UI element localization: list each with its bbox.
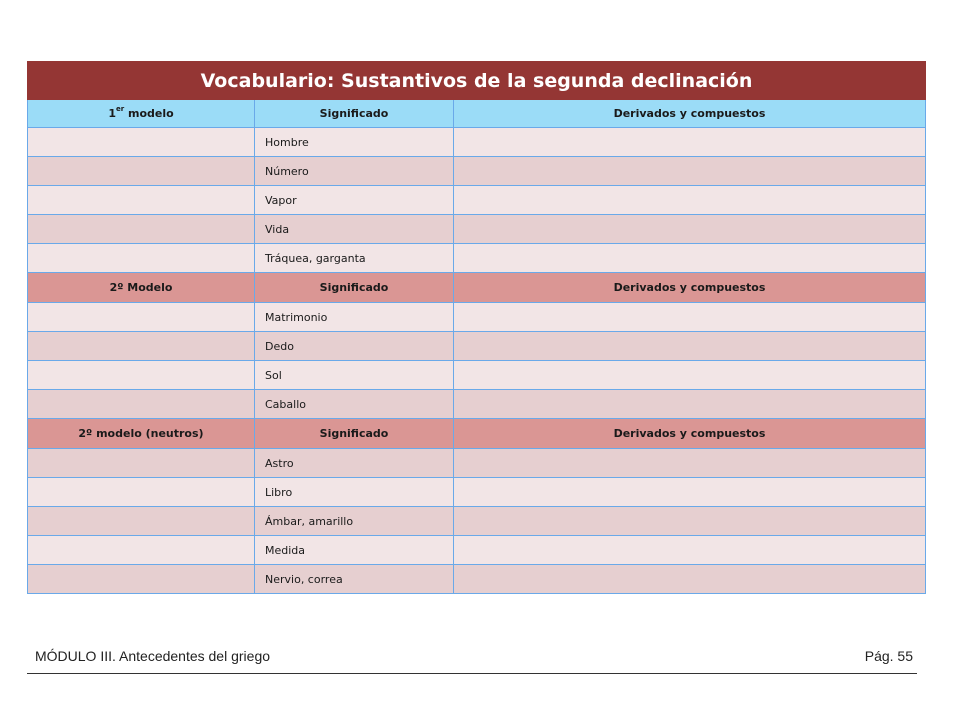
greek-word-cell[interactable] bbox=[28, 361, 255, 390]
greek-word-cell[interactable] bbox=[28, 157, 255, 186]
derived-cell[interactable] bbox=[454, 361, 926, 390]
meaning-cell: Matrimonio bbox=[255, 303, 454, 332]
table-row bbox=[28, 186, 926, 215]
table-row bbox=[28, 390, 926, 419]
greek-word-cell[interactable] bbox=[28, 244, 255, 273]
greek-word-cell[interactable] bbox=[28, 215, 255, 244]
greek-word-cell[interactable] bbox=[28, 449, 255, 478]
greek-word-cell[interactable] bbox=[28, 390, 255, 419]
section-3-meaning-header: Significado bbox=[255, 419, 454, 449]
meaning-cell: Hombre bbox=[255, 128, 454, 157]
table-row bbox=[28, 449, 926, 478]
section-1-model-header bbox=[28, 100, 255, 128]
greek-word-cell[interactable] bbox=[28, 186, 255, 215]
meaning-cell: Medida bbox=[255, 536, 454, 565]
greek-word-cell[interactable] bbox=[28, 536, 255, 565]
section-1-derived-header: Derivados y compuestos bbox=[454, 100, 926, 128]
meaning-cell: Vida bbox=[255, 215, 454, 244]
section-2-derived-header: Derivados y compuestos bbox=[454, 273, 926, 303]
table-row bbox=[28, 128, 926, 157]
table-row bbox=[28, 215, 926, 244]
derived-cell[interactable] bbox=[454, 449, 926, 478]
derived-cell[interactable] bbox=[454, 478, 926, 507]
meaning-cell: Caballo bbox=[255, 390, 454, 419]
footer-module-title: MÓDULO III. Antecedentes del griego bbox=[35, 648, 271, 664]
table-row bbox=[28, 507, 926, 536]
meaning-cell: Sol bbox=[255, 361, 454, 390]
section-3-header bbox=[28, 419, 926, 449]
greek-word-cell[interactable] bbox=[28, 565, 255, 594]
meaning-cell: Astro bbox=[255, 449, 454, 478]
meaning-cell: Ámbar, amarillo bbox=[255, 507, 454, 536]
meaning-cell: Dedo bbox=[255, 332, 454, 361]
title-row bbox=[28, 62, 926, 100]
derived-cell[interactable] bbox=[454, 390, 926, 419]
page-footer bbox=[27, 645, 917, 674]
vocabulary-table bbox=[27, 61, 926, 594]
derived-cell[interactable] bbox=[454, 536, 926, 565]
table-row bbox=[28, 361, 926, 390]
table-row bbox=[28, 536, 926, 565]
section-2-model-header: 2º Modelo bbox=[28, 273, 255, 303]
meaning-cell: Vapor bbox=[255, 186, 454, 215]
derived-cell[interactable] bbox=[454, 157, 926, 186]
meaning-cell: Número bbox=[255, 157, 454, 186]
table-row bbox=[28, 303, 926, 332]
section-2-header bbox=[28, 273, 926, 303]
derived-cell[interactable] bbox=[454, 128, 926, 157]
greek-word-cell[interactable] bbox=[28, 128, 255, 157]
greek-word-cell[interactable] bbox=[28, 332, 255, 361]
derived-cell[interactable] bbox=[454, 244, 926, 273]
table-row bbox=[28, 244, 926, 273]
meaning-cell: Libro bbox=[255, 478, 454, 507]
derived-cell[interactable] bbox=[454, 215, 926, 244]
table-title: Vocabulario: Sustantivos de la segunda declinación bbox=[28, 62, 926, 100]
footer-page-number: Pág. 55 bbox=[864, 648, 913, 664]
derived-cell[interactable] bbox=[454, 507, 926, 536]
section-2-meaning-header: Significado bbox=[255, 273, 454, 303]
greek-word-cell[interactable] bbox=[28, 507, 255, 536]
table-row bbox=[28, 157, 926, 186]
section-3-derived-header: Derivados y compuestos bbox=[454, 419, 926, 449]
meaning-cell: Nervio, correa bbox=[255, 565, 454, 594]
derived-cell[interactable] bbox=[454, 332, 926, 361]
derived-cell[interactable] bbox=[454, 186, 926, 215]
greek-word-cell[interactable] bbox=[28, 303, 255, 332]
section-1-header bbox=[28, 100, 926, 128]
derived-cell[interactable] bbox=[454, 303, 926, 332]
table-row bbox=[28, 565, 926, 594]
table-row bbox=[28, 478, 926, 507]
section-1-model-suffix: modelo bbox=[124, 107, 174, 120]
meaning-cell: Tráquea, garganta bbox=[255, 244, 454, 273]
section-1-model-superscript: er bbox=[115, 105, 125, 113]
section-1-model-number: 1 bbox=[108, 107, 116, 120]
table-row bbox=[28, 332, 926, 361]
section-1-meaning-header: Significado bbox=[255, 100, 454, 128]
derived-cell[interactable] bbox=[454, 565, 926, 594]
section-3-model-header: 2º modelo (neutros) bbox=[28, 419, 255, 449]
greek-word-cell[interactable] bbox=[28, 478, 255, 507]
